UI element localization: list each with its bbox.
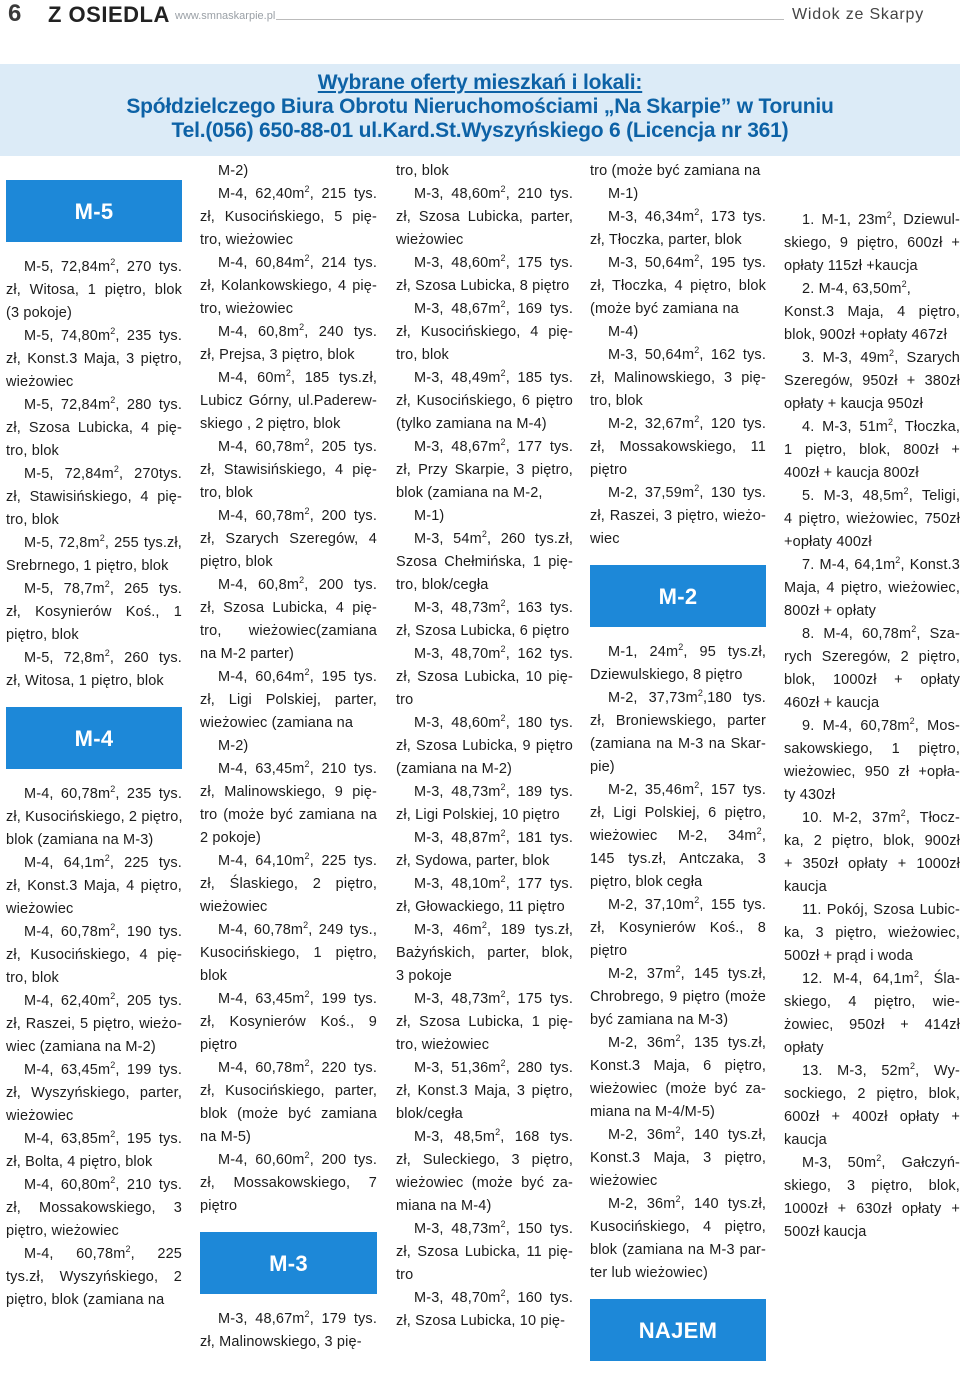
page-number: 6: [8, 0, 22, 27]
listing-line: tro (może być zamiana na: [200, 807, 377, 823]
site-link[interactable]: www.smnaskarpie.pl: [175, 10, 276, 22]
listing-line: wieżowiec, 950 zł +opła-: [784, 764, 960, 780]
listing-line: (tylko zamiana na M-4): [396, 416, 547, 432]
listing-line: tro: [396, 1267, 414, 1283]
listing-line: tys.zł, Wyszyńskiego, 2: [6, 1269, 182, 1285]
listing-line: tro, blok: [6, 512, 59, 528]
listing-line: 460zł + kaucja: [784, 695, 880, 711]
listing-line: zł, Tłoczka, 4 piętro, blok: [590, 278, 766, 294]
listing-line: tro, blok: [6, 970, 59, 986]
listing-line: zł, Kusocińskiego, 5 pię-: [200, 209, 377, 225]
listing-line: M-5, $74,80m^2$, 235 tys.: [24, 326, 182, 344]
listing-line: blok (zamiana na M-3 par-: [590, 1242, 766, 1258]
listing-m2: [590, 641, 766, 1285]
listing-line: + 350zł opłaty + 1000zł: [784, 856, 960, 872]
listing-line: tro, blok: [590, 393, 643, 409]
listing-line: M-4, $62,40m^2$, 215 tys.: [218, 184, 377, 202]
listing-line: M-1, $24m^2$, 95 tys.zł,: [608, 642, 766, 660]
listing-line: wieżowiec: [6, 901, 74, 917]
listing-line: zł, Malinowskiego, 9 pię-: [200, 784, 377, 800]
listing-line: tro, blok: [396, 347, 449, 363]
listing-line: blok (zamiana na M-2,: [396, 485, 543, 501]
listing-line: być zamiana na M-3): [590, 1012, 729, 1028]
listing-line: M-3, $48,73m^2$, 175 tys.: [414, 989, 573, 1007]
listing-line: M-3, $48,67m^2$, 177 tys.: [414, 437, 573, 455]
listing-line: ka, 3 piętro, wieżowiec,: [784, 925, 960, 941]
listing-line: M-4, $60,78m^2$, 190 tys.: [24, 922, 182, 940]
listing-line: zł, Kosynierów Koś., 8: [590, 920, 766, 936]
listing-line: piętro, blok (zamiana na: [6, 1292, 165, 1308]
listing-line: zł, Witosa, 1 piętro, blok: [6, 282, 182, 298]
listing-line: zł, Mossakowskiego, 7: [200, 1175, 377, 1191]
listing-line: piętro, blok cegła: [590, 874, 703, 890]
listing-line: wiec (zamiana na M-2): [6, 1039, 156, 1055]
listing-line: piętro: [590, 462, 628, 478]
listing-line: zł, Stawisińskiego, 4 pię-: [200, 462, 377, 478]
listing-line: wieżowiec M-2, $34m^2$,: [590, 826, 766, 844]
listing-line: 5. M-3, $48,5m^2$, Teligi,: [802, 486, 960, 504]
listing-line: 1 piętro, blok, 800zł +: [784, 442, 960, 458]
listing-line: piętro, blok: [6, 627, 79, 643]
listing-line: 2. M-4, $63,50m^2$,: [802, 279, 911, 297]
listing-line: M-3, $48,5m^2$, 168 tys.: [414, 1127, 573, 1145]
listing-line: zł, Raszei, 3 piętro, wieżo-: [590, 508, 766, 524]
column-2: [200, 160, 377, 1354]
listing-line: M-4, $63,45m^2$, 199 tys.: [24, 1060, 182, 1078]
section-title: Z OSIEDLA: [48, 2, 170, 27]
heading-najem: NAJEM: [590, 1299, 766, 1361]
listing-line: wieżowiec: [6, 1108, 74, 1124]
listing-line: zł, Ligi Polskiej, 10 piętro: [396, 807, 560, 823]
listing-line: M-4, $63,45m^2$, 210 tys.: [218, 759, 377, 777]
listing-line: skiego, 3 piętro, blok,: [784, 1178, 960, 1194]
listing-line: wieżowiec: [200, 899, 268, 915]
listing-line: Dziewulskiego, 8 piętro: [590, 667, 743, 683]
listing-line: zł, Szarych Szeregów, 4: [200, 531, 377, 547]
listing-line: M-4, $60,78m^2$, 225: [24, 1244, 183, 1262]
listing-line: blok (może być zamiana: [200, 1106, 377, 1122]
listing-line: ty 430zł: [784, 787, 836, 803]
listing-line: Kusocińskiego, 1 piętro,: [200, 945, 377, 961]
listing-line: wiec: [590, 531, 620, 547]
listing-line: M-4, $64,10m^2$, 225 tys.: [218, 851, 377, 869]
listing-line: M-2): [218, 738, 249, 754]
listing-line: zł, Szosa Lubicka, 4 pię-: [200, 600, 377, 616]
listing-line: M-3, $48,60m^2$, 210 tys.: [414, 184, 573, 202]
listing-line: zł, Szosa Lubicka, 4 pię-: [6, 420, 182, 436]
listing-line: zł, Szosa Lubicka, parter,: [396, 209, 573, 225]
listing-line: Maja, 4 piętro, wieżowiec,: [784, 580, 960, 596]
listing-line: zł, Szosa Lubicka, 9 piętro: [396, 738, 573, 754]
listing-line: 3 pokoje: [396, 968, 453, 984]
listing-line: (zamiana na M-3 na Skar-: [590, 736, 766, 752]
listing-line: piętro: [590, 943, 628, 959]
listing-line: zł, Konst.3 Maja, 4 piętro,: [6, 878, 182, 894]
listing-line: zł, Wyszyńskiego, parter,: [6, 1085, 182, 1101]
listing-line: M-4, $60,8m^2$, 200 tys.: [218, 575, 377, 593]
listing-line: 12. M-4, $64,1m^2$, Śla-: [802, 969, 960, 987]
listing-line: M-5, $78,7m^2$, 265 tys.: [24, 579, 182, 597]
listing-line: skiego, 4 piętro, wie-: [784, 994, 960, 1010]
listing-line: ter lub wieżowiec): [590, 1265, 708, 1281]
listing-line: miana na M-4): [396, 1198, 492, 1214]
listing-line: piętro: [200, 1198, 238, 1214]
listing-line: zł, Suleckiego, 3 piętro,: [396, 1152, 573, 1168]
listing-line: Chrobrego, 9 piętro (może: [590, 989, 766, 1005]
listing-line: M-4, $64,1m^2$, 225 tys.: [24, 853, 182, 871]
listing-line: M-2, $36m^2$, 140 tys.zł,: [608, 1194, 766, 1212]
listing-line: zł, Broniewskiego, parter: [590, 713, 766, 729]
listing-m3-end: [590, 160, 766, 551]
listing-line: blok, 1000zł + opłaty: [784, 672, 960, 688]
listing-line: zł, Mossakowskiego, 3: [6, 1200, 182, 1216]
listing-line: zł, Przy Skarpie, 3 piętro,: [396, 462, 573, 478]
listing-line: piętro: [200, 1037, 238, 1053]
listing-rentals: [784, 209, 960, 1244]
listing-line: zł, Kusocińskiego, 4 pię-: [396, 324, 573, 340]
listing-line: M-4, $60m^2$, 185 tys.zł,: [218, 368, 377, 386]
listing-line: opłaty + kaucja 950zł: [784, 396, 923, 412]
listing-line: kaucja: [784, 879, 827, 895]
listing-line: M-3, $51,36m^2$, 280 tys.: [414, 1058, 573, 1076]
listing-m5: [6, 256, 182, 693]
listing-line: M-2, $37,10m^2$, 155 tys.: [608, 895, 766, 913]
heading-m2: M-2: [590, 565, 766, 627]
listing-line: tro, blok: [6, 443, 59, 459]
listing-line: zł, Głowackiego, 11 piętro: [396, 899, 565, 915]
listing-line: M-3, $50,64m^2$, 162 tys.: [608, 345, 766, 363]
listing-line: zł, Ligi Polskiej, 6 piętro,: [590, 805, 766, 821]
listing-line: wieżowiec (może być za-: [590, 1081, 766, 1097]
listing-line: Szosa Chełmińska, 1 pię-: [396, 554, 573, 570]
listing-line: M-3, $46,34m^2$, 173 tys.: [608, 207, 766, 225]
header-rule: [276, 19, 784, 20]
listing-line: 8. M-4, $60,78m^2$, Sza-: [802, 624, 960, 642]
listing-line: zł, Kosynierów Koś., 9: [200, 1014, 377, 1030]
listing-line: wieżowiec: [396, 232, 464, 248]
listing-line: pie): [590, 759, 615, 775]
listing-line: zł, Szosa Lubicka, 1 pię-: [396, 1014, 573, 1030]
listing-line: zł, Ligi Polskiej, parter,: [200, 692, 377, 708]
listing-line: M-1): [608, 186, 639, 202]
listing-line: tro, wieżowiec(zamiana: [200, 623, 377, 639]
listing-line: M-3, $48,87m^2$, 181 tys.: [414, 828, 573, 846]
listing-line: wieżowiec (może być za-: [396, 1175, 573, 1191]
listing-line: M-4, $60,80m^2$, 210 tys.: [24, 1175, 182, 1193]
listing-line: M-3, $48,73m^2$, 163 tys.: [414, 598, 573, 616]
listing-line: M-2, $32,67m^2$, 120 tys.: [608, 414, 766, 432]
listing-line: tro (może być zamiana na: [590, 163, 761, 179]
listing-line: 13. M-3, $52m^2$, Wy-: [802, 1061, 960, 1079]
listing-line: 9. M-4, $60,78m^2$, Mos-: [802, 716, 960, 734]
listing-line: rych Szeregów, 2 piętro,: [784, 649, 960, 665]
listing-line: 800zł + opłaty: [784, 603, 876, 619]
listing-line: 4. M-3, $51m^2$, Tłoczka,: [802, 417, 960, 435]
listing-line: (3 pokoje): [6, 305, 72, 321]
listing-line: zł, Malinowskiego, 3 pię-: [590, 370, 766, 386]
listing-line: M-4, $60,64m^2$, 195 tys.: [218, 667, 377, 685]
listing-line: wieżowiec: [6, 374, 74, 390]
listing-line: M-4, $63,85m^2$, 195 tys.: [24, 1129, 182, 1147]
banner-title: Wybrane oferty mieszkań i lokali:: [317, 71, 643, 94]
listing-line: M-4, $60,78m^2$, 205 tys.: [218, 437, 377, 455]
column-5: [784, 209, 960, 1244]
listing-line: M-3, $54m^2$, 260 tys.zł,: [414, 529, 573, 547]
listing-line: 7. M-4, $64,1m^2$, Konst.3: [802, 555, 960, 573]
listing-line: zł, Szosa Lubicka, 8 piętro: [396, 278, 570, 294]
listing-line: zł, Kusocińskiego, 4 pię-: [6, 947, 182, 963]
listing-line: zł, Stawisińskiego, 4 pię-: [6, 489, 182, 505]
listing-line: M-2, $36m^2$, 140 tys.zł,: [608, 1125, 766, 1143]
column-4: [590, 160, 766, 1375]
listing-line: M-3, $48,67m^2$, 169 tys.: [414, 299, 573, 317]
listing-line: zł, Bolta, 4 piętro, blok: [6, 1154, 153, 1170]
listing-line: M-4, $63,45m^2$, 199 tys.: [218, 989, 377, 1007]
listing-line: (może być zamiana na: [590, 301, 739, 317]
listing-line: kaucja: [784, 1132, 827, 1148]
listing-line: skiego , 2 piętro, blok: [200, 416, 341, 432]
listing-line: 4 piętro, wieżowiec, 750zł: [784, 511, 960, 527]
listing-line: M-4, $60,78m^2$, 249 tys.,: [218, 920, 377, 938]
listing-line: Kusocińskiego, 4 piętro,: [590, 1219, 766, 1235]
listing-line: żowiec, 950zł + 414zł: [784, 1017, 960, 1033]
listing-line: M-2): [218, 163, 249, 179]
listing-line: tro, wieżowiec: [200, 232, 294, 248]
listing-m4: [6, 783, 182, 1312]
listing-line: M-3, $48,10m^2$, 177 tys.: [414, 874, 573, 892]
offers-banner: [0, 64, 960, 156]
listing-line: 10. M-2, $37m^2$, Tłocz-: [802, 808, 960, 826]
listing-line: Lubicz Górny, ul.Paderew-: [200, 393, 377, 409]
listing-line: Konst.3 Maja, 6 piętro,: [590, 1058, 766, 1074]
listing-line: M-3, $48,70m^2$, 160 tys.: [414, 1288, 573, 1306]
listing-line: Szeregów, 950zł + 380zł: [784, 373, 960, 389]
listing-m3-cont: [396, 160, 573, 1333]
listing-line: zł, Kosynierów Koś., 1: [6, 604, 182, 620]
listing-line: M-2, $37,59m^2$, 130 tys.: [608, 483, 766, 501]
listing-line: ka, 2 piętro, blok, 900zł: [784, 833, 960, 849]
listing-line: zł, Witosa, 1 piętro, blok: [6, 673, 164, 689]
listing-line: opłaty: [784, 1040, 824, 1056]
banner-contact: Tel.(056) 650-88-01 ul.Kard.St.Wyszyńskiego 6 (Licencja nr 361): [171, 119, 789, 142]
listing-line: blok, 900zł +opłaty 467zł: [784, 327, 947, 343]
heading-m4: M-4: [6, 707, 182, 769]
listing-line: (zamiana na M-2): [396, 761, 513, 777]
listing-line: wieżowiec (zamiana na: [200, 715, 354, 731]
listing-line: M-3, $48,73m^2$, 150 tys.: [414, 1219, 573, 1237]
listing-line: wieżowiec: [590, 1173, 658, 1189]
listing-line: M-4, $62,40m^2$, 205 tys.: [24, 991, 182, 1009]
listing-line: 400zł + kaucja 800zł: [784, 465, 919, 481]
listing-line: sockiego, 2 piętro, blok,: [784, 1086, 960, 1102]
listing-line: tro: [396, 692, 414, 708]
listing-line: M-5, $72,84m^2$, 280 tys.: [24, 395, 182, 413]
listing-line: na M-5): [200, 1129, 252, 1145]
listing-line: 1. M-1, $23m^2$, Dziewul-: [802, 210, 960, 228]
listing-line: M-3, $46m^2$, 189 tys.zł,: [414, 920, 573, 938]
listing-line: Konst.3 Maja, 3 piętro,: [590, 1150, 766, 1166]
listing-line: M-3, $48,70m^2$, 162 tys.: [414, 644, 573, 662]
listing-line: tro, wieżowiec: [396, 1037, 490, 1053]
listing-line: M-4, $60,8m^2$, 240 tys.: [218, 322, 377, 340]
listing-line: 500zł kaucja: [784, 1224, 867, 1240]
listing-line: tro, blok: [200, 485, 253, 501]
listing-line: M-3, $48,60m^2$, 180 tys.: [414, 713, 573, 731]
listing-line: Konst.3 Maja, 4 piętro,: [784, 304, 960, 320]
listing-line: zł, Kusocińskiego, 6 piętro: [396, 393, 573, 409]
publication-title: Widok ze Skarpy: [792, 6, 925, 23]
listing-line: zł, Kusocińskiego, parter,: [200, 1083, 377, 1099]
listing-line: zł, Kolankowskiego, 4 pię-: [200, 278, 377, 294]
listing-line: zł, Ślaskiego, 2 piętro,: [200, 876, 377, 892]
listing-line: M-3, $48,49m^2$, 185 tys.: [414, 368, 573, 386]
heading-m5: M-5: [6, 180, 182, 242]
listing-line: zł, Szosa Lubicka, 10 pię-: [396, 1313, 566, 1329]
listing-line: zł, Szosa Lubicka, 6 piętro: [396, 623, 570, 639]
listing-m4-cont: [200, 160, 377, 1218]
listing-line: 3. M-3, $49m^2$, Szarych: [802, 348, 960, 366]
listing-line: zł, Szosa Lubicka, 11 pię-: [396, 1244, 573, 1260]
listing-line: 600zł + 400zł opłaty +: [784, 1109, 960, 1125]
listing-line: 500zł + prąd i woda: [784, 948, 914, 964]
listing-line: +opłaty 400zł: [784, 534, 872, 550]
page-header: [0, 0, 960, 32]
listing-line: M-4, $60,78m^2$, 235 tys.: [24, 784, 182, 802]
listing-line: zł, Konst.3 Maja, 3 piętro,: [6, 351, 182, 367]
listing-line: M-4): [608, 324, 639, 340]
listing-line: sakowskiego, 1 piętro,: [784, 741, 960, 757]
listing-line: M-4, $60,60m^2$, 200 tys.: [218, 1150, 377, 1168]
listing-line: M-3, $48,67m^2$, 179 tys.: [218, 1309, 377, 1327]
listing-line: piętro, wieżowiec: [6, 1223, 119, 1239]
listing-line: blok (zamiana na M-3): [6, 832, 154, 848]
listing-line: 2 pokoje): [200, 830, 261, 846]
listing-line: tro, blok/cegła: [396, 577, 489, 593]
listing-line: skiego, 9 piętro, 600zł +: [784, 235, 960, 251]
listing-line: M-2, $35,46m^2$, 157 tys.: [608, 780, 766, 798]
listing-line: Bażyńskich, parter, blok,: [396, 945, 573, 961]
listing-line: M-3, $48,60m^2$, 175 tys.: [414, 253, 573, 271]
listing-line: zł, Szosa Lubicka, 10 pię-: [396, 669, 573, 685]
listing-line: 145 tys.zł, Antczaka, 3: [590, 851, 766, 867]
listing-line: M-2, $37m^2$, 145 tys.zł,: [608, 964, 766, 982]
listing-line: M-4, $60,78m^2$, 200 tys.: [218, 506, 377, 524]
listing-line: M-4, $60,78m^2$, 220 tys.: [218, 1058, 377, 1076]
listing-line: opłaty 115zł +kaucja: [784, 258, 918, 274]
listing-line: miana na M-4/M-5): [590, 1104, 716, 1120]
listing-line: zł, Sydowa, parter, blok: [396, 853, 550, 869]
listing-line: zł, Malinowskiego, 3 pię-: [200, 1334, 362, 1350]
heading-m3: M-3: [200, 1232, 377, 1294]
listing-line: M-5, $72,8m^2$, 255 tys.zł,: [24, 533, 182, 551]
listing-line: tro, blok: [396, 163, 449, 179]
listing-line: tro, wieżowiec: [200, 301, 294, 317]
listing-m3: [200, 1308, 377, 1354]
listing-line: M-5, $72,8m^2$, 260 tys.: [24, 648, 182, 666]
listing-line: M-3, $50,64m^2$, 195 tys.: [608, 253, 766, 271]
listing-line: zł, Kusocińskiego, 2 piętro,: [6, 809, 183, 825]
listing-line: zł, Prejsa, 3 piętro, blok: [200, 347, 355, 363]
column-1: [6, 180, 182, 1312]
listing-line: zł, Mossakowskiego, 11: [590, 439, 766, 455]
banner-agency: Spółdzielczego Biura Obrotu Nieruchomościami „Na Skarpie” w Toruniu: [126, 95, 834, 118]
listing-line: M-2, $37,73m^2,180$ tys.: [608, 688, 766, 706]
listing-line: zł, Tłoczka, parter, blok: [590, 232, 742, 248]
listing-line: zł, Konst.3 Maja, 3 piętro,: [396, 1083, 573, 1099]
listing-line: 1000zł + 630zł opłaty +: [784, 1201, 960, 1217]
column-3: [396, 160, 573, 1333]
listing-line: piętro, blok: [200, 554, 273, 570]
listing-line: M-5, $72,84m^2$, 270 tys.: [24, 257, 182, 275]
listing-line: M-2, $36m^2$, 135 tys.zł,: [608, 1033, 766, 1051]
listing-line: M-5, $72,84m^2$, 270tys.: [24, 464, 182, 482]
listing-line: 11. Pokój, Szosa Lubic-: [802, 902, 960, 918]
listing-line: M-1): [414, 508, 445, 524]
listing-line: M-3, $50m^2$, Gałczyń-: [802, 1153, 960, 1171]
listing-line: M-3, $48,73m^2$, 189 tys.: [414, 782, 573, 800]
listing-line: M-4, $60,84m^2$, 214 tys.: [218, 253, 377, 271]
listing-line: blok/cegła: [396, 1106, 463, 1122]
listing-line: na M-2 parter): [200, 646, 294, 662]
listing-line: blok: [200, 968, 228, 984]
listing-line: Srebrnego, 1 piętro, blok: [6, 558, 169, 574]
listing-line: zł, Raszei, 5 piętro, wieżo-: [6, 1016, 182, 1032]
